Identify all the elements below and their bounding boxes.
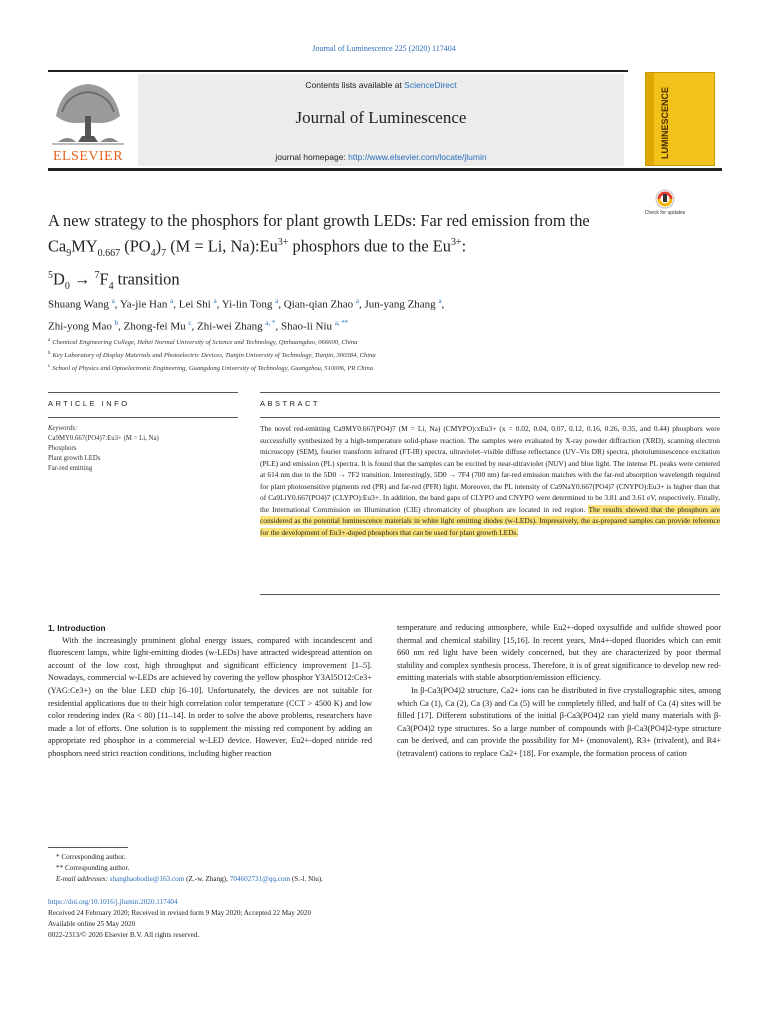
email-owner: (S.-l. Niu). [290, 875, 324, 883]
title-sub: 0 [64, 280, 70, 292]
affiliation-item [48, 348, 648, 361]
keyword-item: Far-red emitting [48, 465, 93, 472]
article-info-heading: ARTICLE INFO [48, 399, 130, 408]
left-column [48, 622, 372, 761]
cover-band [646, 73, 654, 166]
keywords-block [48, 424, 218, 474]
affiliation-text: Chemical Engineering College, Hebei Normal University of Science and Technology, Qinhuangdao, 066600, China [52, 339, 358, 347]
email-link[interactable]: 704602731@qq.com [229, 875, 291, 883]
title-part: D [53, 269, 65, 289]
abstract-end-rule [260, 594, 720, 595]
corresponding-author-note: ** Corresponding author. [56, 864, 130, 872]
journal-name: Journal of Luminescence [295, 108, 467, 127]
contents-prefix: Contents lists available at [305, 80, 405, 90]
keyword-item: Ca9MY0.667(PO4)7:Eu3+ (M = Li, Na) [48, 435, 159, 442]
paragraph: temperature and reducing atmosphere, while Eu2+-doped oxysulfide and sulfide showed poor thermal and chemical stability [15,16]. In recent years, Mn4+-doped fluorides which can emit 660 nm red light have been widely concerned, but they are characterized by poor thermal stability and complex synthesis process. Therefore, it is of great significance to develop new red-emitting materials with stable absorption/emission efficiency. [397, 623, 721, 683]
author-affiliation-mark[interactable]: b [114, 318, 119, 327]
masthead-bottom-rule [48, 168, 722, 171]
footnotes [48, 852, 468, 885]
check-for-updates-icon[interactable] [648, 188, 682, 228]
email-label: E-mail addresses: [56, 875, 110, 883]
title-sup: 7 [94, 269, 100, 281]
title-part: A new strategy to the phosphors for plant growth LEDs: Far red emission from the Ca [48, 211, 590, 256]
title-sub: 7 [161, 247, 167, 259]
check-for-updates-label[interactable]: Check for updates [644, 210, 686, 216]
right-column [397, 622, 721, 761]
abstract-text [260, 423, 720, 538]
affiliation-label: a [48, 338, 51, 343]
title-part: ) [155, 236, 162, 256]
homepage-line [138, 152, 624, 162]
online-date: Available online 25 May 2020 [48, 920, 136, 928]
title-part: : [461, 236, 467, 256]
keyword-item: Phosphors [48, 445, 77, 452]
keyword-item: Plant growth LEDs [48, 455, 101, 462]
affiliation-list [48, 335, 648, 375]
sciencedirect-link[interactable]: ScienceDirect [404, 80, 457, 90]
masthead-top-rule [48, 70, 628, 72]
title-part: phosphors due to the Eu [288, 236, 451, 256]
title-part: MY [71, 236, 98, 256]
title-sub: 4 [108, 280, 114, 292]
author-name[interactable]: Yi-lin Tong [221, 298, 273, 311]
homepage-link[interactable]: http://www.elsevier.com/locate/jlumin [348, 152, 487, 162]
publication-info [48, 897, 508, 941]
journal-cover-image [645, 72, 715, 166]
paragraph: With the increasingly prominent global energy issues, compared with incandescent and fluorescent lamps, white light-emitting diodes (w-LEDs) have attracted widespread attention on account of the low cost, high throughput and significant efficiency improvement [1–5]. Nowadays, commercial w-LEDs are achieved by covering the yellow phosphor Y3Al5O12:Ce3+ (YAG:Ce3+) on the blue LED chip [6–10]. Unfortunately, the devices are not suitable for residential applications due to their high correlation color temperature (CCT > 4500 K) and low color rendering index (Ra < 80) [11–14]. In order to solve the above problems, researchers have made a lot of efforts. One solution is to supplement the missing red component by adding an appropriate red phosphor in a commercial w-LED device. However, Eu2+-doped nitride red phosphors need strict reaction conditions, including higher reaction [48, 635, 372, 758]
affiliation-text: School of Physics and Optoelectronic Engineering, Guangdong University of Technology, Guangzhou, 510006, PR China [52, 365, 374, 373]
affiliation-text: Key Laboratory of Display Materials and Photoelectric Devices, Tianjin University of Technology, Tianjin, 300384, China [52, 352, 376, 360]
affiliation-label: b [48, 351, 51, 357]
abstract-body: The novel red-emitting Ca9MY0.667(PO4)7 (M = Li, Na) (CMYPO):xEu3+ (x = 0.02, 0.04, 0.07, 0.12, 0.16, 0.26, 0.35, and 0.44) phosphors were successfully synthesized by a high-temperature solid-phase reaction. The samples were evaluated by X-ray powder diffraction (XRD), scanning electron microscopy (SEM), fourier transform infrared (FT-IR) spectra, ultraviolet–visible diffuse reflectance (UV–Vis DR) spectra, photoluminescence excitation (PLE) and emission (PL) spectra. It is found that the samples can be excited by near-ultraviolet (NUV) and blue light. The intense PL peaks were centered at 614 nm due to the 5D0 → 7F2 transition. Interestingly, 5D0 → 7F4 (700 nm) far-red emission matches with the far-red absorption wavelength required for plant photosensitive pigments red (PR) and far-red (PFR) light. Moreover, the PL intensity of Ca9NaY0.667(PO4)7 (CNYPO):Eu3+ is higher than that of Ca9LiY0.667(PO4)7 (CLYPO):Eu3+. In addition, the band gaps of CLYPO and CNYPO were determined to be 3.81 and 3.61 eV, respectively. Finally, the International Commission on Illumination (CIE) chromaticity of phosphors are located in red region. [260, 424, 720, 514]
author-affiliation-mark[interactable]: a [111, 297, 115, 305]
author-name[interactable]: Zhi-wei Zhang [196, 320, 263, 333]
author-affiliation-mark[interactable]: a, ** [334, 318, 349, 327]
contents-line [138, 80, 624, 90]
author-list: Shuang Wang $^a$, Ya-jie Han $^a$, Lei Shi $^a$, Yi-lin Tong $^a$, Qian-qian Zhao $^a$, Jun-yang Zhang $^a$, Zhi-yong Mao $^b$, Zhong-fei Mu $^c$, Zhi-wei Zhang $^{a, *}$, Shao-li Niu $^{a, **}$ [48, 297, 445, 333]
abstract-highlighted-text: The results showed that the phosphors are considered as the potential luminescence materials in white light emitting diodes (w-LEDs). Impressively, the as-prepared samples can provide reference for the development of Eu3+-doped phosphors that can be used for plant growth LEDs. [260, 504, 720, 537]
author-name[interactable]: Zhi-yong Mao [48, 320, 112, 333]
author-affiliation-mark[interactable]: a [170, 297, 174, 305]
affiliation-item [48, 361, 648, 374]
author-affiliation-mark[interactable]: a, * [265, 318, 276, 327]
email-line [48, 874, 468, 885]
title-part: (PO [120, 236, 151, 256]
author-name[interactable]: Qian-qian Zhao [283, 298, 354, 311]
author-affiliation-mark[interactable]: a [213, 297, 217, 305]
author-name[interactable]: Jun-yang Zhang [364, 298, 436, 311]
author-affiliation-mark[interactable]: a [438, 297, 442, 305]
title-part: transition [113, 269, 180, 289]
abstract-heading: ABSTRACT [260, 399, 321, 408]
author-affiliation-mark[interactable]: c [188, 318, 192, 327]
affiliation-label: c [48, 364, 51, 370]
footnote-rule [48, 847, 128, 848]
article-title [48, 210, 638, 298]
affiliation-item [48, 335, 648, 348]
article-info-top-rule [48, 392, 238, 393]
doi-link[interactable]: https://doi.org/10.1016/j.jlumin.2020.117404 [48, 898, 178, 906]
copyright-line: 0022-2313/© 2020 Elsevier B.V. All rights reserved. [48, 931, 200, 939]
title-part: F [99, 269, 109, 289]
article-info-bottom-rule [48, 417, 238, 418]
author-name[interactable]: Shuang Wang [48, 298, 109, 311]
section-heading-introduction: 1. Introduction [48, 623, 106, 633]
title-sup: 3+ [450, 237, 462, 248]
title-sub: 0.667 [97, 247, 121, 259]
title-part: (M = Li, Na):Eu [166, 236, 278, 256]
author-name[interactable]: Zhong-fei Mu [123, 320, 186, 333]
author-affiliation-mark[interactable]: a [355, 297, 359, 305]
title-sup: 5 [48, 269, 53, 281]
author-name[interactable]: Ya-jie Han [119, 298, 168, 311]
title-part: → [69, 269, 95, 289]
elsevier-wordmark: ELSEVIER [52, 149, 124, 164]
paragraph: In β-Ca3(PO4)2 structure, Ca2+ ions can be distributed in five crystallographic sites, among which Ca (1), Ca (2), Ca (3) and Ca (5) will be completely filled, and half of Ca (4) sites will be filled [17]. Different substitutions of the initial β-Ca3(PO4)2 can yield many materials with β-Ca3(PO4)2 type structures. So a large number of compounds with β-Ca3(PO4)2-type structure can be derived, and can provide the possibility for M+ (monovalent), R3+ (trivalent), and R4+ (tetravalent) cations to replace Ca2+ [18]. For example, the formation process of cation [397, 685, 721, 758]
title-sub: 9 [66, 247, 72, 259]
author-name[interactable]: Lei Shi [178, 298, 211, 311]
corresponding-author-note: * Corresponding author. [56, 853, 126, 861]
cover-title: LUMINESCENCE [660, 86, 670, 159]
keywords-label: Keywords: [48, 425, 78, 432]
abstract-bottom-rule [260, 417, 720, 418]
title-sub: 4 [150, 247, 156, 259]
email-owner: (Z.-w. Zhang), [184, 875, 230, 883]
running-head[interactable]: Journal of Luminescence 225 (2020) 117404 [312, 44, 456, 53]
received-dates: Received 24 February 2020; Received in revised form 9 May 2020; Accepted 22 May 2020 [48, 909, 312, 917]
author-affiliation-mark[interactable]: a [275, 297, 279, 305]
title-sup: 3+ [277, 237, 289, 248]
homepage-prefix: journal homepage: [275, 152, 349, 162]
abstract-top-rule [260, 392, 720, 393]
email-link[interactable]: shanghaobodie@163.com [109, 875, 185, 883]
author-name[interactable]: Shao-li Niu [281, 320, 333, 333]
